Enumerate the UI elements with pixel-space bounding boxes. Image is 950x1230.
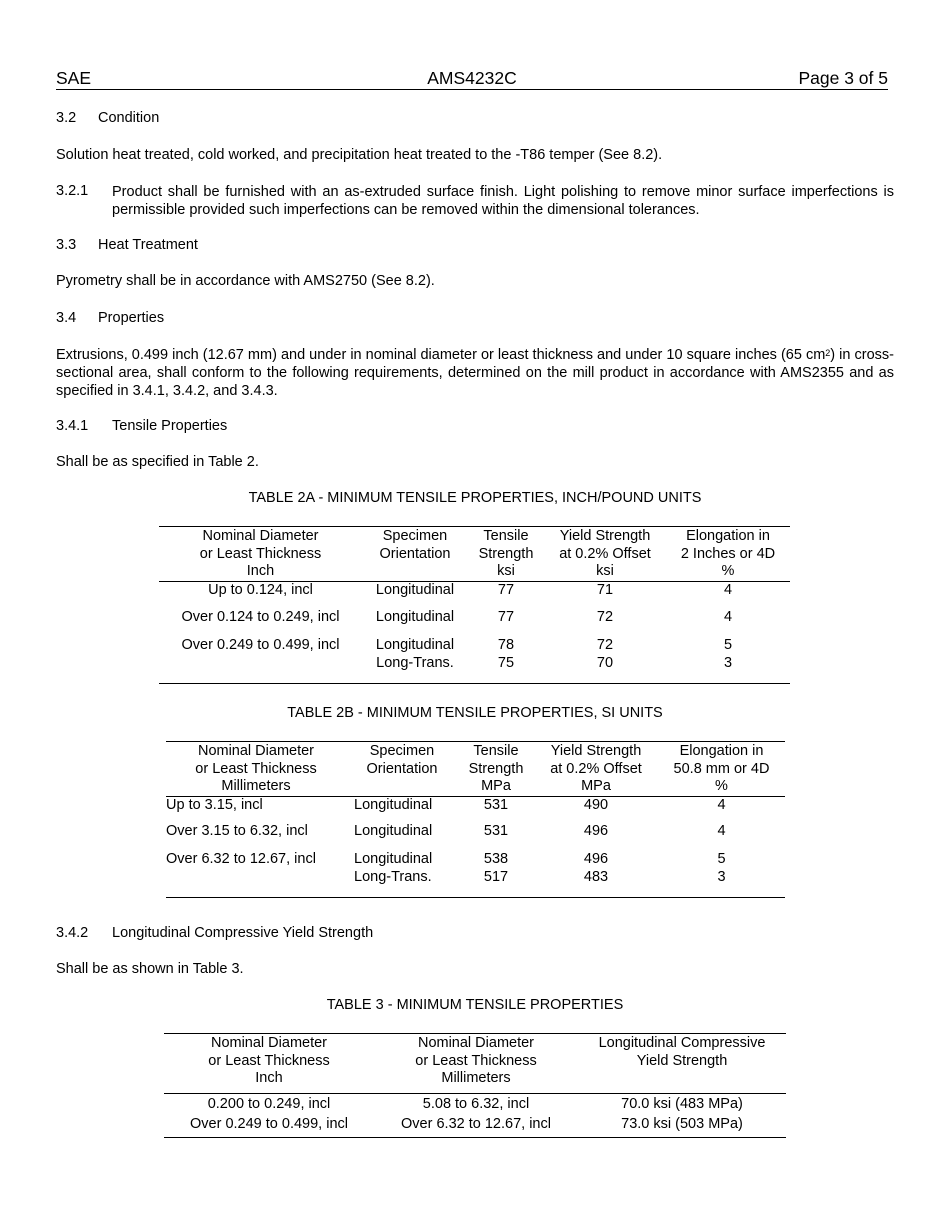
col-header-size: Nominal Diameter or Least Thickness Millimeters — [195, 743, 317, 794]
text-part: ) in cross-sectional area, shall conform to the following requirements, determined on the mill product in accordance with AMS2355 and as specified in 3.4.1, 3.4.2, and 3.4.3. — [56, 347, 894, 399]
cell-compressive-yield: 73.0 ksi (503 MPa) — [621, 1115, 743, 1132]
table-row — [164, 1116, 786, 1138]
section-heading-3-3 — [56, 237, 198, 253]
header-doc-number: AMS4232C — [427, 68, 517, 88]
col-header-tensile: Tensile Strength MPa — [468, 743, 524, 794]
cell-yield: 72 — [596, 609, 614, 625]
table-row — [159, 581, 790, 609]
cell-elongation: 5 3 — [717, 851, 726, 885]
cell-compressive-yield: 70.0 ksi (483 MPa) — [621, 1096, 743, 1112]
table-row — [159, 637, 790, 683]
col-header-inch: Nominal Diameter or Least Thickness Inch — [208, 1035, 330, 1086]
col-header-tensile: Tensile Strength ksi — [478, 528, 534, 579]
section-number: 3.4.1 — [56, 418, 89, 434]
section-heading-3-2 — [56, 110, 159, 126]
table-3 — [164, 1033, 786, 1138]
section-text-3-2-1: Product shall be furnished with an as-extruded surface finish. Light polishing to remove minor surface imperfections is permissible provided such imperfections can be removed within the dimensional tolerances. — [112, 184, 894, 218]
col-header-orientation: Specimen Orientation — [379, 528, 451, 562]
text-part: Extrusions, 0.499 inch (12.67 mm) and under in nominal diameter or least thickness and under 10 square inches (65 cm — [56, 347, 826, 363]
cell-yield: 496 483 — [583, 851, 609, 885]
table-header-row — [166, 742, 785, 797]
section-title: Properties — [98, 310, 165, 326]
header-page-number: Page 3 of 5 — [798, 68, 888, 88]
section-number: 3.4.2 — [56, 925, 89, 941]
cell-orientation: Longitudinal — [375, 609, 455, 625]
section-title: Tensile Properties — [112, 418, 228, 434]
section-heading-3-4 — [56, 310, 164, 326]
table-row — [166, 851, 785, 897]
table-2b — [166, 741, 785, 898]
cell-tensile: 77 — [497, 581, 515, 598]
cell-size: Up to 3.15, incl — [166, 796, 263, 813]
section-heading-3-4-1 — [56, 418, 227, 434]
cell-elongation: 4 — [717, 823, 726, 839]
col-header-yield: Yield Strength at 0.2% Offset MPa — [550, 743, 642, 794]
cell-orientation: Longitudinal — [375, 581, 455, 598]
section-title: Longitudinal Compressive Yield Strength — [112, 925, 374, 941]
cell-size: Over 0.124 to 0.249, incl — [181, 609, 340, 625]
cell-tensile: 531 — [483, 823, 509, 839]
cell-orientation: Longitudinal Long-Trans. — [375, 637, 455, 671]
cell-mm: 5.08 to 6.32, incl — [422, 1096, 530, 1112]
section-text-3-4-2: Shall be as shown in Table 3. — [56, 961, 244, 977]
table-3-title: TABLE 3 - MINIMUM TENSILE PROPERTIES — [326, 997, 624, 1013]
section-number: 3.4 — [56, 310, 77, 326]
superscript: 2 — [825, 348, 831, 358]
cell-yield: 72 70 — [596, 637, 614, 671]
section-text-3-2: Solution heat treated, cold worked, and precipitation heat treated to the -T86 temper (See 8.2). — [56, 147, 663, 163]
cell-tensile: 538 517 — [483, 851, 509, 885]
table-2b-title: TABLE 2B - MINIMUM TENSILE PROPERTIES, SI UNITS — [287, 705, 663, 721]
cell-elongation: 4 — [723, 609, 733, 625]
cell-yield: 490 — [583, 796, 609, 813]
section-title: Condition — [98, 110, 160, 126]
col-header-elongation: Elongation in 50.8 mm or 4D % — [673, 743, 770, 794]
header-org: SAE — [56, 68, 92, 88]
cell-size: Over 6.32 to 12.67, incl — [166, 851, 316, 867]
cell-yield: 496 — [583, 823, 609, 839]
col-header-mm: Nominal Diameter or Least Thickness Millimeters — [415, 1035, 537, 1086]
cell-yield: 71 — [596, 581, 614, 598]
cell-elongation: 5 3 — [723, 637, 733, 671]
section-text-3-4 — [56, 346, 894, 400]
table-2a — [159, 526, 790, 684]
col-header-orientation: Specimen Orientation — [366, 743, 438, 777]
cell-tensile: 531 — [483, 796, 509, 813]
section-number: 3.2 — [56, 110, 77, 126]
table-row — [159, 609, 790, 637]
col-header-size: Nominal Diameter or Least Thickness Inch — [199, 528, 322, 579]
cell-tensile: 77 — [497, 609, 515, 625]
table-header-row — [159, 527, 790, 582]
cell-orientation: Longitudinal — [354, 823, 433, 839]
cell-orientation: Longitudinal Long-Trans. — [354, 851, 433, 885]
cell-orientation: Longitudinal — [354, 796, 433, 813]
col-header-elongation: Elongation in 2 Inches or 4D % — [680, 528, 776, 579]
table-row — [164, 1094, 786, 1116]
cell-size: Up to 0.124, incl — [208, 581, 313, 598]
cell-tensile: 78 75 — [497, 637, 515, 671]
page-header — [56, 67, 888, 90]
cell-inch: Over 0.249 to 0.499, incl — [190, 1115, 348, 1132]
table-header-row — [164, 1034, 786, 1094]
cell-inch: 0.200 to 0.249, incl — [207, 1096, 331, 1112]
cell-elongation: 4 — [717, 796, 726, 813]
cell-size: Over 0.249 to 0.499, incl — [181, 637, 340, 653]
section-text-3-3: Pyrometry shall be in accordance with AMS2750 (See 8.2). — [56, 273, 435, 289]
cell-elongation: 4 — [723, 581, 733, 598]
cell-size: Over 3.15 to 6.32, incl — [166, 823, 308, 839]
col-header-compressive-yield: Longitudinal Compressive Yield Strength — [598, 1035, 766, 1069]
table-row — [166, 796, 785, 823]
section-title: Heat Treatment — [98, 237, 198, 253]
section-heading-3-4-2 — [56, 925, 373, 941]
col-header-yield: Yield Strength at 0.2% Offset ksi — [559, 528, 651, 579]
section-number-3-2-1: 3.2.1 — [56, 183, 89, 199]
table-2a-title: TABLE 2A - MINIMUM TENSILE PROPERTIES, INCH/POUND UNITS — [248, 490, 702, 506]
table-row — [166, 823, 785, 851]
section-text-3-4-1: Shall be as specified in Table 2. — [56, 454, 259, 470]
section-number: 3.3 — [56, 237, 77, 253]
cell-mm: Over 6.32 to 12.67, incl — [401, 1115, 551, 1132]
